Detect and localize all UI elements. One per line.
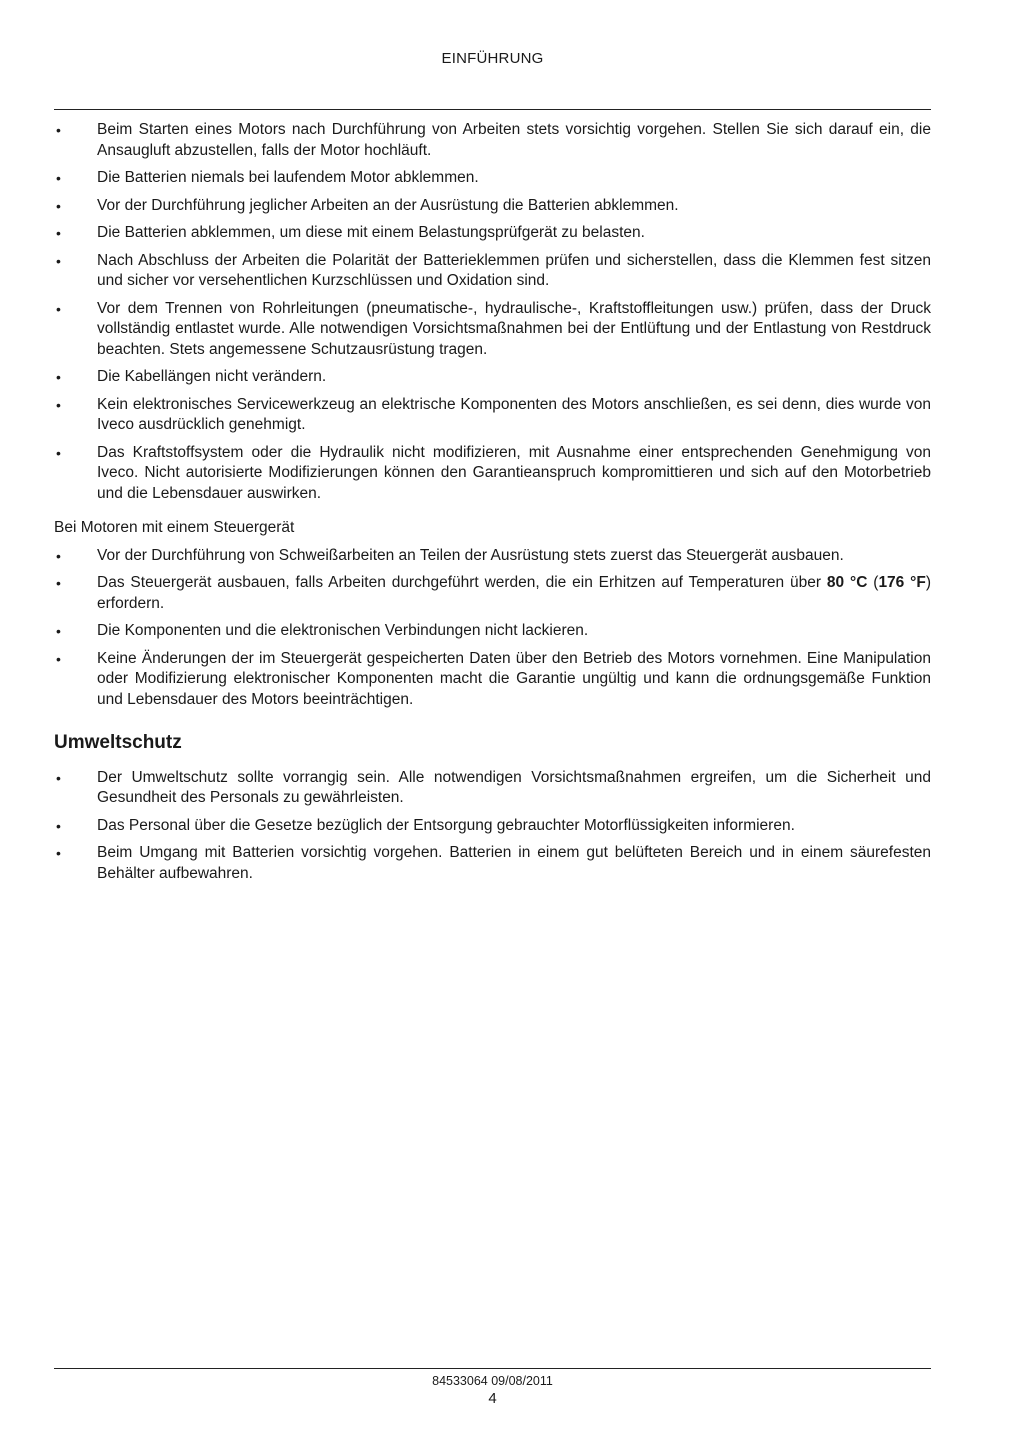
- temperature-fahrenheit: 176 °F: [878, 574, 926, 591]
- list-item: [54, 546, 931, 567]
- bullet-icon: •: [56, 769, 61, 786]
- list-item: [54, 443, 931, 505]
- list-item: [54, 843, 931, 884]
- header-divider: [54, 109, 931, 110]
- bullet-icon: •: [56, 623, 61, 639]
- bullet-icon: •: [56, 170, 61, 186]
- list-item: [54, 367, 931, 388]
- page-content: [54, 120, 931, 891]
- footer-page-number: 4: [488, 1390, 497, 1407]
- bullet-icon: •: [56, 252, 61, 269]
- page-header-title: EINFÜHRUNG: [441, 50, 544, 67]
- temperature-celsius: 80 °C: [826, 574, 868, 591]
- list-item: [54, 621, 931, 642]
- list-item: [54, 251, 931, 292]
- bullet-icon: •: [56, 300, 61, 317]
- list-item-text: Der Umweltschutz sollte vorrangig sein. Alle notwendigen Vorsichtsmaßnahmen ergreifen, um die Sicherheit und Gesundheit des Personals zu gewährleisten.: [97, 768, 931, 806]
- bullet-icon: •: [56, 845, 61, 861]
- list-item-text-end: ) erfordern.: [97, 574, 931, 612]
- list-item: [54, 223, 931, 244]
- bullet-icon: •: [56, 444, 61, 461]
- list-item-text: Das Kraftstoffsystem oder die Hydraulik nicht modifizieren, mit Ausnahme einer entsprechenden Genehmigung von Iveco. Nicht autorisierte Modifizierungen können den Garantieanspruch kompromittieren und sich auf den Motorbetrieb und die Lebensdauer auswirken.: [97, 443, 931, 502]
- list-item-text: Beim Starten eines Motors nach Durchführung von Arbeiten stets vorsichtig vorgehen. Stellen Sie sich darauf ein, die Ansaugluft abzustellen, falls der Motor hochläuft.: [97, 121, 931, 159]
- section-heading-umweltschutz: Umweltschutz: [54, 732, 182, 753]
- bullet-icon: •: [56, 817, 61, 834]
- list-item-text: Das Personal über die Gesetze bezüglich der Entsorgung gebrauchter Motorflüssigkeiten informieren.: [97, 816, 795, 834]
- bullet-icon: •: [56, 225, 61, 241]
- list-item-text: Die Batterien abklemmen, um diese mit einem Belastungsprüfgerät zu belasten.: [97, 224, 645, 241]
- bullet-icon: •: [56, 547, 61, 564]
- list-item-text: Nach Abschluss der Arbeiten die Polarität der Batterieklemmen prüfen und sicherstellen, dass die Klemmen fest sitzen und sicher vor versehentlichen Kurzschlüssen und Oxidation sind.: [97, 251, 931, 289]
- footer-divider: [54, 1368, 931, 1369]
- list-item: [54, 196, 931, 217]
- safety-list: [54, 120, 931, 504]
- list-item: [54, 299, 931, 361]
- list-item: [54, 768, 931, 809]
- list-item-text: Das Steuergerät ausbauen, falls Arbeiten durchgeführt werden, die ein Erhitzen auf Temperaturen über: [97, 574, 827, 591]
- list-item-text: Beim Umgang mit Batterien vorsichtig vorgehen. Batterien in einem gut belüfteten Bereich und in einem säurefesten Behälter aufbewahren.: [97, 844, 931, 882]
- list-item-text: Vor dem Trennen von Rohrleitungen (pneumatische-, hydraulische-, Kraftstoffleitungen usw.) prüfen, dass der Druck vollständig entlastet wurde. Alle notwendigen Vorsichtsmaßnahmen bei der Entlüftung und der Entlastung von Restdruck beachten. Stets angemessene Schutzausrüstung tragen.: [97, 299, 931, 358]
- ecu-list: [54, 546, 931, 711]
- list-item: [54, 649, 931, 711]
- list-item-text: Vor der Durchführung jeglicher Arbeiten an der Ausrüstung die Batterien abklemmen.: [97, 196, 679, 214]
- paren-open: (: [867, 574, 879, 591]
- list-item-text: Keine Änderungen der im Steuergerät gespeicherten Daten über den Betrieb des Motors vornehmen. Eine Manipulation oder Modifizierung elektronischer Komponenten macht die Garantie ungültig und kann die ordnungsgemäße Funktion und Lebensdauer des Motors beeinträchtigen.: [97, 649, 931, 708]
- bullet-icon: •: [56, 650, 61, 667]
- ecu-intro: Bei Motoren mit einem Steuergerät: [54, 519, 295, 536]
- list-item-text: Die Batterien niemals bei laufendem Motor abklemmen.: [97, 169, 479, 186]
- list-item: [54, 573, 931, 614]
- bullet-icon: •: [56, 396, 61, 413]
- list-item: [54, 168, 931, 189]
- footer-document-code: 84533064 09/08/2011: [432, 1374, 553, 1388]
- list-item: [54, 395, 931, 436]
- bullet-icon: •: [56, 369, 61, 385]
- list-item: [54, 120, 931, 161]
- bullet-icon: •: [56, 122, 61, 138]
- list-item: [54, 816, 931, 837]
- list-item-text: Die Kabellängen nicht verändern.: [97, 368, 327, 385]
- list-item-text: Kein elektronisches Servicewerkzeug an elektrische Komponenten des Motors anschließen, es sei denn, dies wurde von Iveco ausdrücklich genehmigt.: [97, 395, 931, 433]
- list-item-text: Die Komponenten und die elektronischen Verbindungen nicht lackieren.: [97, 622, 589, 639]
- environment-list: [54, 768, 931, 885]
- bullet-icon: •: [56, 197, 61, 214]
- list-item-text: Vor der Durchführung von Schweißarbeiten an Teilen der Ausrüstung stets zuerst das Steuergerät ausbauen.: [97, 546, 844, 564]
- bullet-icon: •: [56, 575, 61, 591]
